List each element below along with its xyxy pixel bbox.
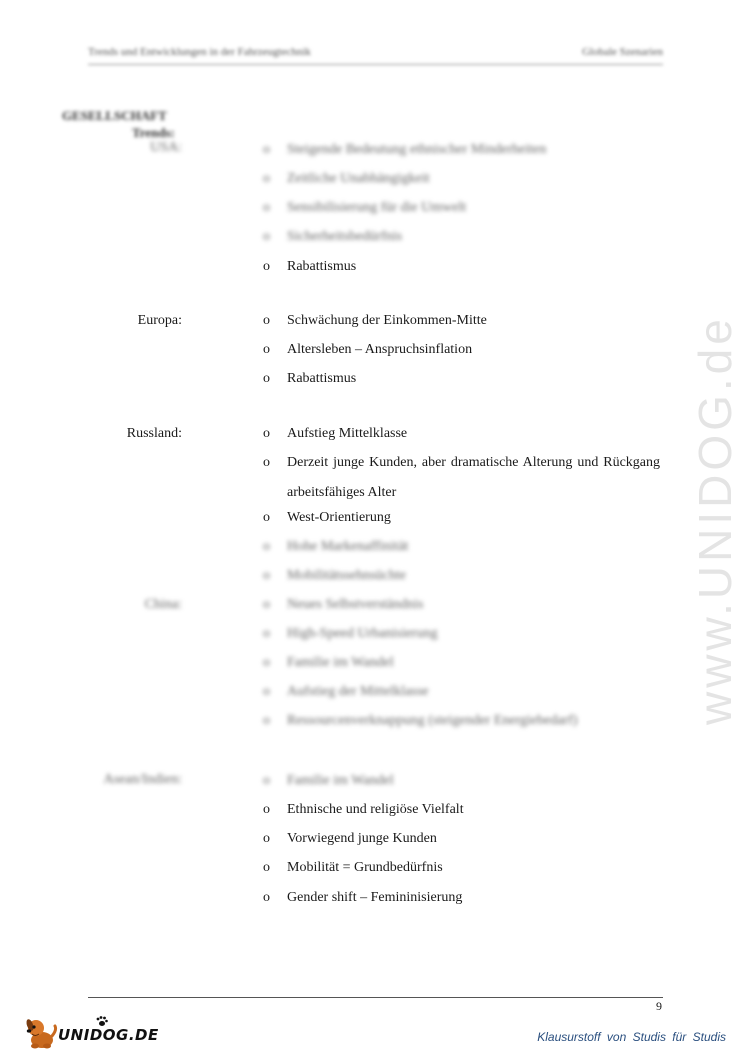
unidog-logo <box>22 1016 159 1050</box>
header-left-title: Trends und Entwicklungen in der Fahrzeugtechnik <box>88 46 311 58</box>
section-subtitle: Trends: <box>132 125 175 140</box>
dog-mascot-icon <box>22 1016 58 1050</box>
page-number: 9 <box>656 999 662 1013</box>
footer-tagline: Klausurstoff von Studis für Studis <box>537 1030 726 1044</box>
page-header <box>88 44 663 65</box>
footer-divider <box>88 997 663 998</box>
region-label-asean-indien: Asean/Indien: <box>103 772 182 787</box>
document-page: Trends und Entwicklungen in der Fahrzeugtechnik Globale Szenarien GESELLSCHAFT Trends: USA: o Steigende Bedeutung ethnischer Minderheiten o Zeitliche Unabhängigkeit o Sensibilisierung für die Umwelt o Sicherheitsbedürfnis o Rabattismus Europa: o Schwächung der Einkommen-Mitte o Altersleben – Anspruchsinflation o Rabattismus Russland: o Aufstieg Mittelklasse o Derzeit junge Kunden, aber dramatische Alterung und Rückgang arbeitsfähiges Alter o West-Orientierung o Hohe Markenaffinität o Mobilitätssehnsüchte China: o Neues Selbstverständnis o High-Speed Urbanisierung o Familie im Wandel o Aufstieg der Mittelklasse o Ressourcenverknappung (steigender Energiebedarf) Asean/Indien: o Familie im Wandel o Ethnische und religiöse Vielfalt o Vorwiegend junge Kunden o Mobilität = Grundbedürfnis o Gender shift – Femininisierung www.UNIDOG.de 9 UNIDOG.DE Klausurstoff von Studis für Studis <box>0 0 750 1060</box>
logo-text: UNIDOG.DE <box>58 1026 159 1044</box>
section-title: GESELLSCHAFT <box>62 108 167 123</box>
region-label-russland: Russland: <box>126 426 182 441</box>
header-right-title: Globale Szenarien <box>582 46 663 58</box>
region-label-china: China: <box>144 597 182 612</box>
region-label-europa: Europa: <box>137 313 182 328</box>
region-label-usa: USA: <box>150 140 182 155</box>
watermark: www.UNIDOG.de <box>689 315 741 725</box>
